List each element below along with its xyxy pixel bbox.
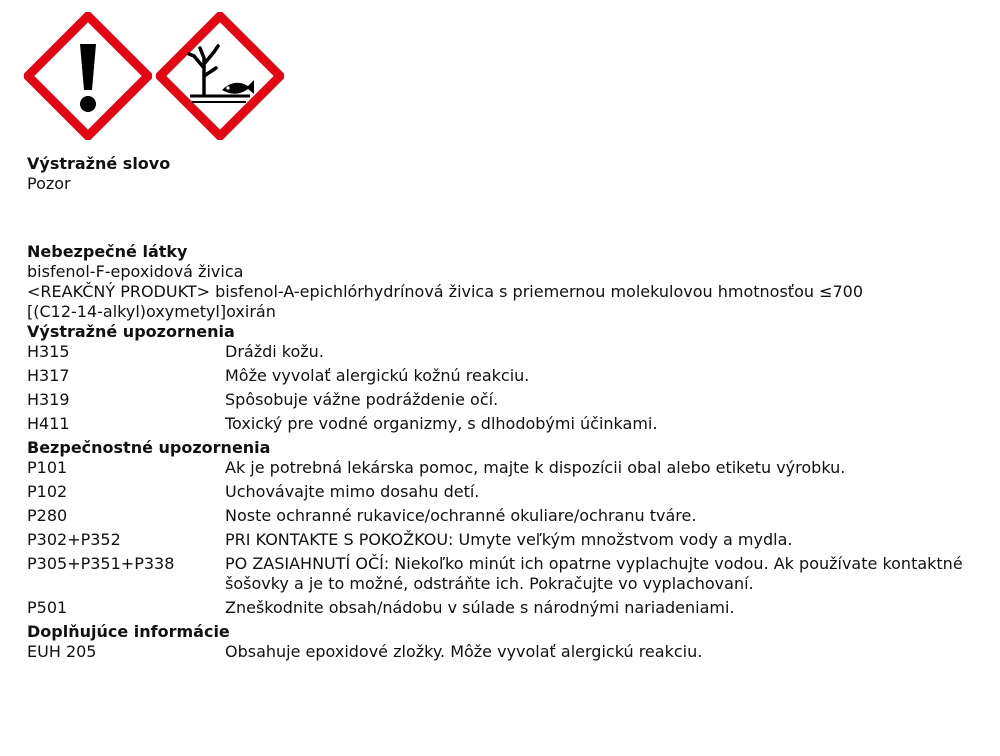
statement-code: P305+P351+P338 <box>27 554 175 573</box>
precautionary-statement-row <box>27 530 987 550</box>
statement-text: Spôsobuje vážne podráždenie očí. <box>225 390 499 409</box>
substance-line: <REAKČNÝ PRODUKT> bisfenol-A-epichlórhydrínová živica s priemernou molekulovou hmotnosťou ≤700 <box>27 282 864 301</box>
hazard-statement-row <box>27 390 987 410</box>
hazard-statement-row <box>27 414 987 434</box>
environment-hazard-icon <box>156 12 284 140</box>
precautionary-statement-row <box>27 598 987 618</box>
precautionary-statement-row <box>27 554 987 594</box>
statement-text: PO ZASIAHNUTÍ OČÍ: Niekoľko minút ich opatrne vyplachujte vodou. Ak používate kontaktné šošovky a je to možné, odstráňte ich. Pokračujte vo vyplachovaní. <box>225 554 963 593</box>
statement-code: H411 <box>27 414 70 433</box>
supplementary-info-row <box>27 642 987 662</box>
statement-code: H319 <box>27 390 70 409</box>
statement-text: Zneškodnite obsah/nádobu v súlade s národnými nariadeniami. <box>225 598 735 617</box>
signal-word-heading: Výstražné slovo <box>27 154 171 173</box>
hazard-statement-row <box>27 342 987 362</box>
statement-text: Toxický pre vodné organizmy, s dlhodobými účinkami. <box>225 414 658 433</box>
statement-text: Uchovávajte mimo dosahu detí. <box>225 482 480 501</box>
statement-text: PRI KONTAKTE S POKOŽKOU: Umyte veľkým množstvom vody a mydla. <box>225 530 793 549</box>
statement-text: Dráždi kožu. <box>225 342 324 361</box>
exclamation-mark-icon <box>24 12 152 140</box>
statement-text: Ak je potrebná lekárska pomoc, majte k dispozícii obal alebo etiketu výrobku. <box>225 458 846 477</box>
substance-line: [(C12-14-alkyl)oxymetyl]oxirán <box>27 302 276 321</box>
signal-word: Pozor <box>27 174 71 193</box>
statement-code: P101 <box>27 458 68 477</box>
statement-text: Noste ochranné rukavice/ochranné okuliare/ochranu tváre. <box>225 506 697 525</box>
supplementary-info-heading: Doplňujúce informácie <box>27 622 230 641</box>
hazardous-substances-heading: Nebezpečné látky <box>27 242 188 261</box>
hazard-statements-heading: Výstražné upozornenia <box>27 322 235 341</box>
hazard-pictograms <box>24 12 284 144</box>
precautionary-statement-row <box>27 458 987 478</box>
statement-code: H315 <box>27 342 70 361</box>
statement-code: P280 <box>27 506 68 525</box>
statement-code: P102 <box>27 482 68 501</box>
statement-text: Môže vyvolať alergickú kožnú reakciu. <box>225 366 530 385</box>
label-elements <box>27 154 987 666</box>
precautionary-statements-heading: Bezpečnostné upozornenia <box>27 438 271 457</box>
statement-code: P501 <box>27 598 68 617</box>
statement-text: Obsahuje epoxidové zložky. Môže vyvolať alergickú reakciu. <box>225 642 703 661</box>
hazard-statement-row <box>27 366 987 386</box>
precautionary-statement-row <box>27 482 987 502</box>
statement-code: P302+P352 <box>27 530 121 549</box>
substance-line: bisfenol-F-epoxidová živica <box>27 262 244 281</box>
statement-code: EUH 205 <box>27 642 97 661</box>
statement-code: H317 <box>27 366 70 385</box>
precautionary-statement-row <box>27 506 987 526</box>
